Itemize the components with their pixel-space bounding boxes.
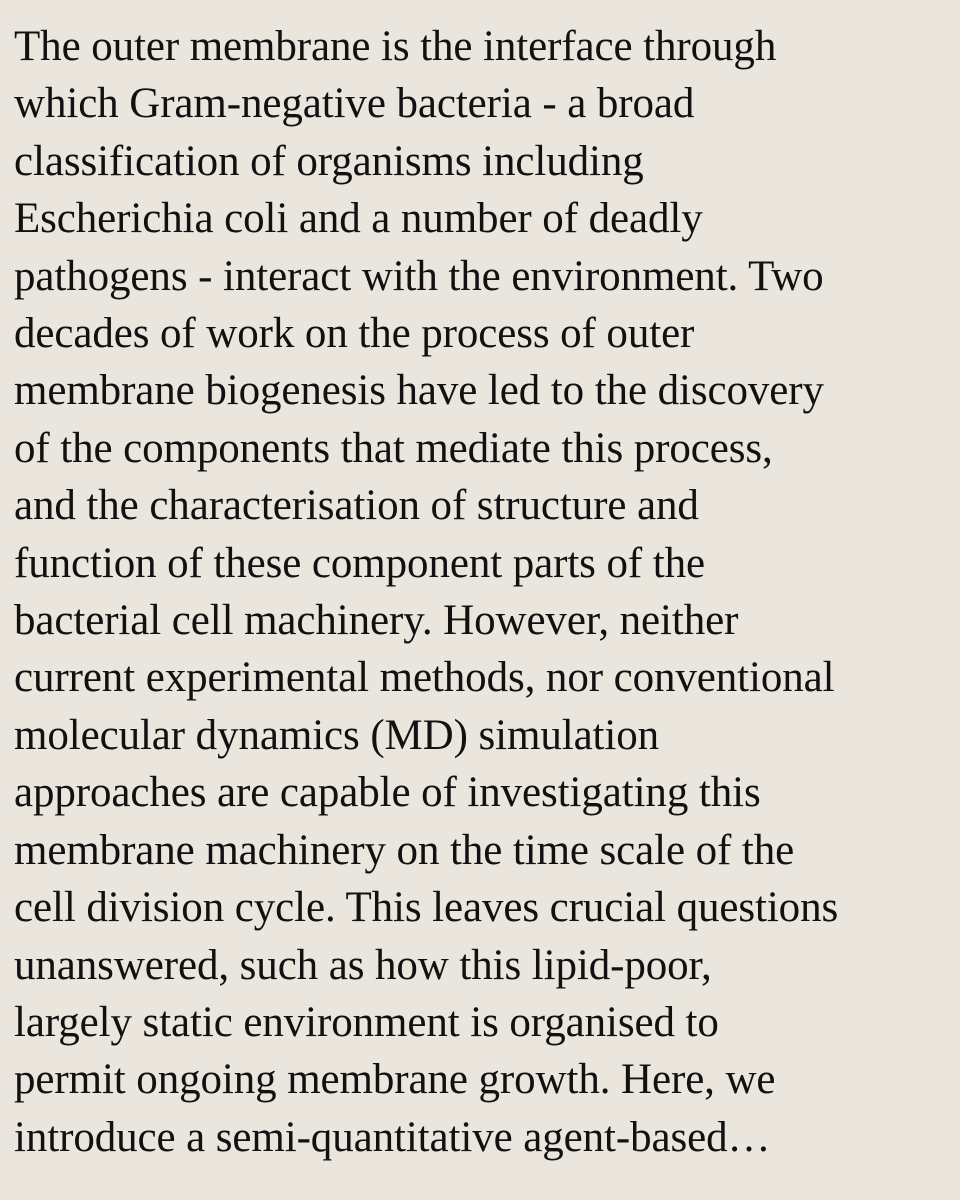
text-line: approaches are capable of investigating this — [14, 769, 761, 817]
abstract-text — [14, 18, 954, 1166]
text-line: cell division cycle. This leaves crucial questions — [14, 884, 839, 932]
text-line: Escherichia coli and a number of deadly — [14, 195, 703, 243]
text-line: of the components that mediate this process, — [14, 424, 773, 472]
text-line: membrane machinery on the time scale of the — [14, 826, 795, 874]
text-line: pathogens - interact with the environment. Two — [14, 252, 824, 300]
text-line: molecular dynamics (MD) simulation — [14, 711, 660, 759]
text-line: unanswered, such as how this lipid-poor, — [14, 941, 712, 989]
text-line: The outer membrane is the interface through — [14, 23, 777, 70]
text-line: classification of organisms including — [14, 137, 644, 185]
text-line: largely static environment is organised to — [14, 998, 719, 1046]
text-line: membrane biogenesis have led to the discovery — [14, 367, 824, 415]
text-line: bacterial cell machinery. However, neither — [14, 597, 739, 645]
text-line: decades of work on the process of outer — [14, 310, 695, 358]
text-line: and the characterisation of structure and — [14, 482, 699, 530]
text-line: function of these component parts of the — [14, 539, 705, 587]
text-line: introduce a semi-quantitative agent-based… — [14, 1113, 771, 1161]
text-line: current experimental methods, nor conventional — [14, 654, 835, 702]
text-line: which Gram-negative bacteria - a broad — [14, 80, 695, 128]
text-line: permit ongoing membrane growth. Here, we — [14, 1056, 776, 1104]
